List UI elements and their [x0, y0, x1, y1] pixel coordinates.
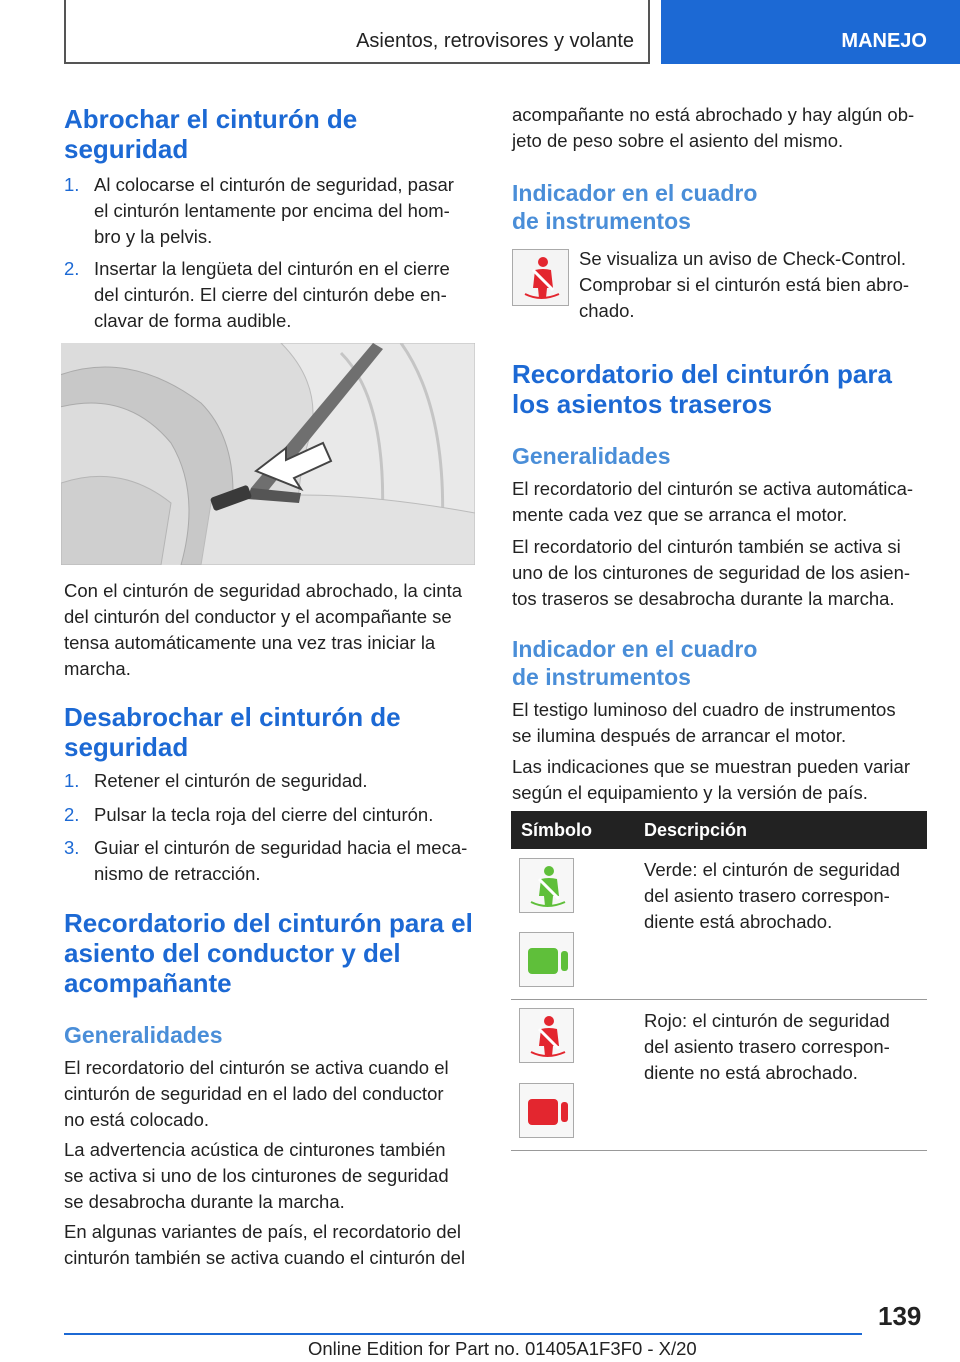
heading-indicator-1: Indicador en el cuadro de instrumentos: [512, 180, 758, 234]
indicator-paragraph-2: Las indicaciones que se muestran pueden variar según el equipamiento y la versión de país.: [512, 756, 910, 803]
check-control-text: Se visualiza un aviso de Check-Control. Comprobar si el cinturón está bien abro‐ chado.: [579, 248, 910, 321]
table-divider: [511, 1150, 927, 1151]
fasten-step-1: 1. Al colocarse el cinturón de seguridad, pasar el cinturón lentamente por encima del hom‐ bro y la pelvis.: [64, 174, 454, 247]
chapter-tab[interactable]: [661, 0, 960, 64]
unfasten-step-1: 1. Retener el cinturón de seguridad.: [64, 770, 368, 791]
heading-general-front: Generalidades: [64, 1022, 223, 1048]
footer-rule: [64, 1333, 862, 1335]
rear-general-paragraph-2: El recordatorio del cinturón también se activa si uno de los cinturones de seguridad de los asien‐ tos traseros se desabrocha durante la marcha.: [512, 536, 911, 609]
heading-fasten-belt: Abrochar el cinturón de seguridad: [64, 104, 358, 164]
front-general-paragraph-2: La advertencia acústica de cinturones también se activa si uno de los cinturones de seguridad se desabrocha durante la marcha.: [64, 1139, 449, 1212]
unfasten-step-3: 3. Guiar el cinturón de seguridad hacia el meca‐ nismo de retracción.: [64, 837, 468, 884]
green-description: Verde: el cinturón de seguridad del asiento trasero correspon‐ diente está abrochado.: [644, 859, 901, 932]
heading-indicator-2: Indicador en el cuadro de instrumentos: [512, 636, 758, 690]
heading-general-rear: Generalidades: [512, 443, 671, 469]
column-header-description: Descripción: [644, 820, 748, 840]
seatbelt-buckle-photo: [61, 343, 475, 565]
column-header-symbol: Símbolo: [521, 820, 592, 840]
chapter-tab-label: MANEJO: [841, 30, 927, 52]
heading-rear-belt-reminder: Recordatorio del cinturón para los asientos traseros: [512, 359, 892, 419]
section-title: Asientos, retrovisores y volante: [356, 30, 634, 52]
seatbelt-red-icon: [519, 1008, 574, 1063]
heading-unfasten-belt: Desabrochar el cinturón de seguridad: [64, 702, 401, 762]
unfasten-step-2: 2. Pulsar la tecla roja del cierre del cinturón.: [64, 804, 434, 825]
red-description: Rojo: el cinturón de seguridad del asiento trasero correspon‐ diente no está abrochado.: [644, 1010, 890, 1083]
indicator-paragraph-1: El testigo luminoso del cuadro de instrumentos se ilumina después de arrancar el motor.: [512, 699, 896, 746]
rear-general-paragraph-1: El recordatorio del cinturón se activa automática‐ mente cada vez que se arranca el motor.: [512, 478, 914, 525]
front-general-paragraph-1: El recordatorio del cinturón se activa cuando el cinturón de seguridad en el lado del conductor no está colocado.: [64, 1057, 449, 1130]
front-general-paragraph-3: En algunas variantes de país, el recordatorio del cinturón también se activa cuando el cinturón del: [64, 1221, 466, 1268]
continued-paragraph: acompañante no está abrochado y hay algún ob‐ jeto de peso sobre el asiento del mismo.: [512, 104, 915, 151]
fastened-tension-text: Con el cinturón de seguridad abrochado, la cinta del cinturón del conductor y el acompañante se tensa automáticamente una vez tras iniciar la marcha.: [64, 580, 463, 679]
edition-footer: Online Edition for Part no. 01405A1F3F0 - X/20: [308, 1338, 697, 1359]
header-section-box: [64, 0, 650, 64]
table-header: [511, 811, 927, 849]
page-number: 139: [878, 1301, 922, 1331]
seatbelt-green-icon: [519, 858, 574, 913]
seatbelt-warning-icon: [512, 249, 569, 306]
table-divider: [511, 999, 927, 1000]
rear-seat-red-indicator-icon: [519, 1083, 574, 1138]
rear-seat-green-indicator-icon: [519, 932, 574, 987]
heading-front-belt-reminder: Recordatorio del cinturón para el asiento del conductor y del acompañante: [64, 908, 473, 998]
fasten-step-2: 2. Insertar la lengüeta del cinturón en el cierre del cinturón. El cierre del cinturón debe en‐ clavar de forma audible.: [64, 258, 450, 331]
